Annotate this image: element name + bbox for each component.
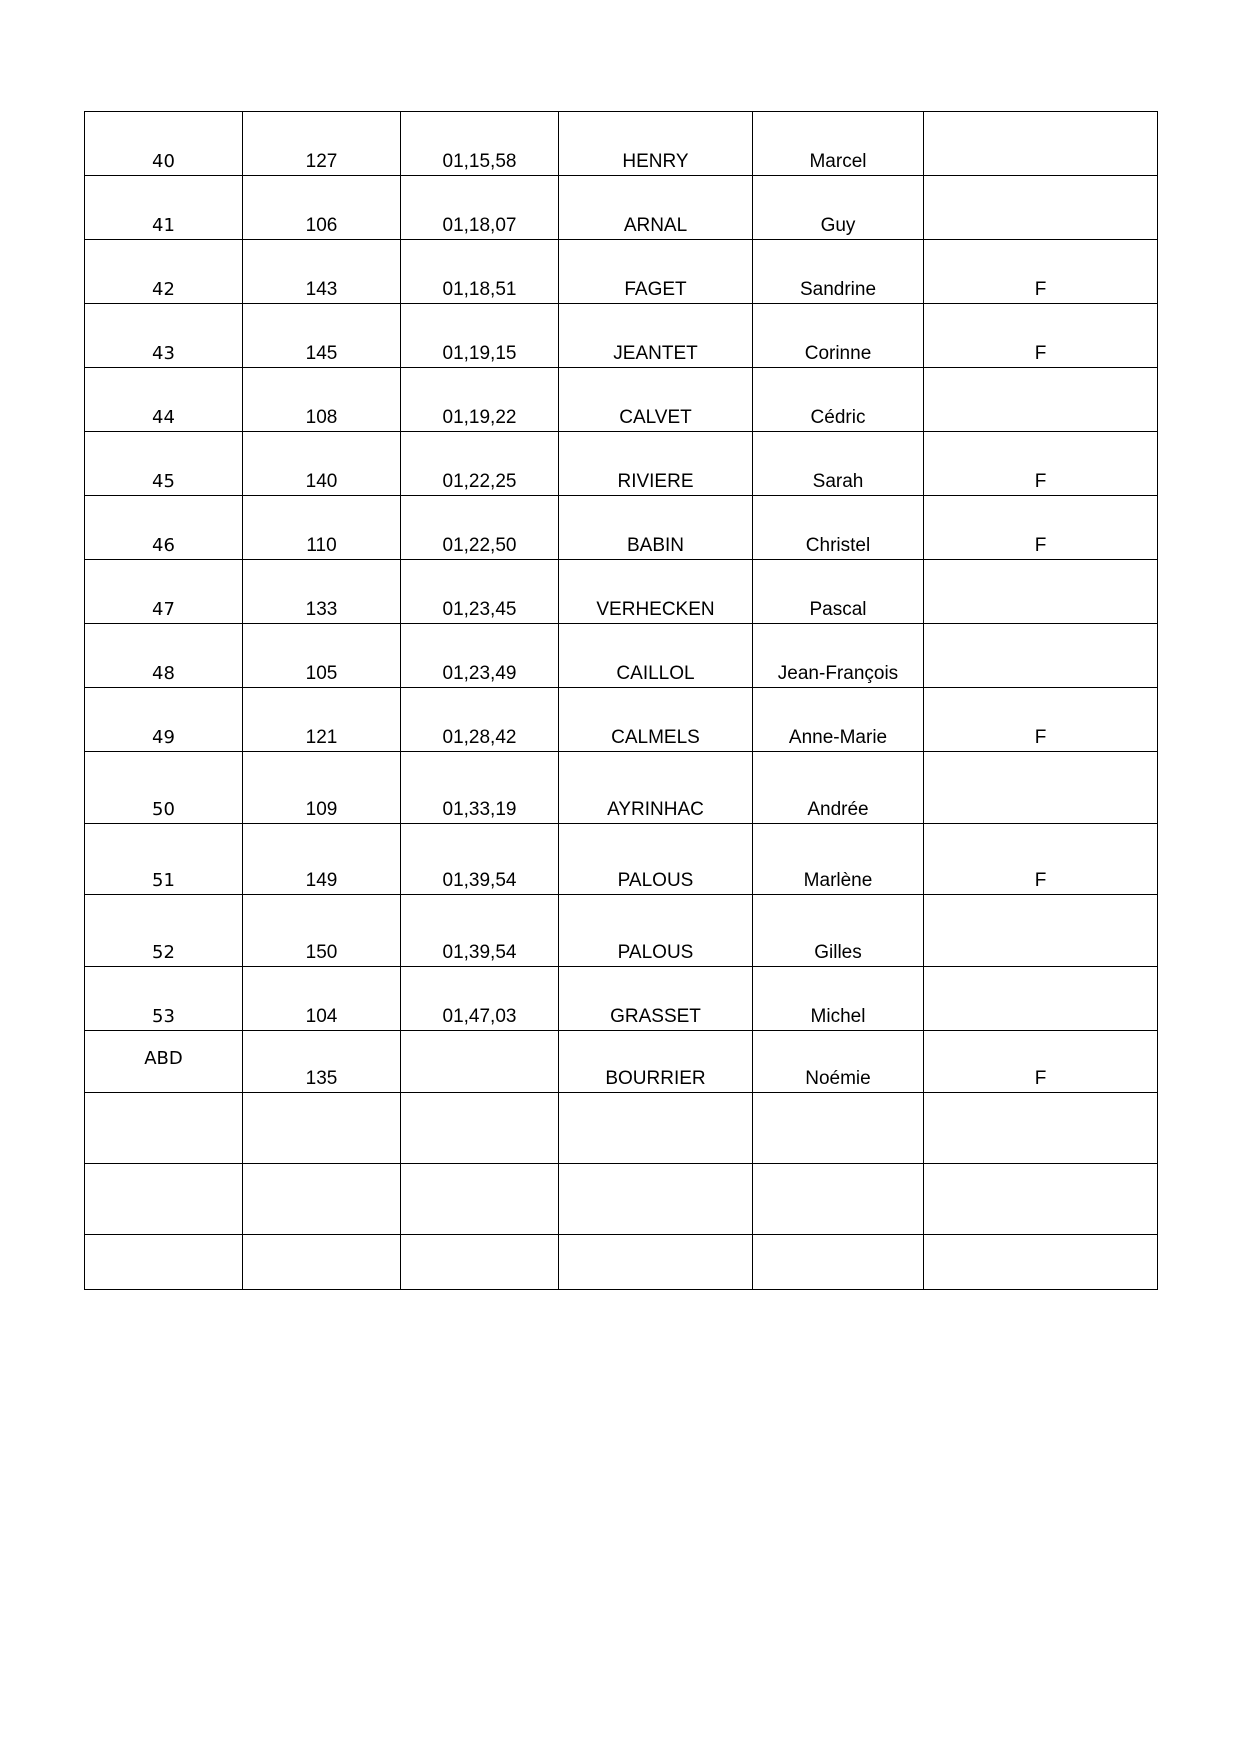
bib-cell: 133 — [243, 560, 401, 624]
table-row — [85, 967, 1158, 1031]
last-name-cell: HENRY — [559, 112, 753, 176]
empty-cell — [559, 1164, 753, 1235]
time-cell: 01,47,03 — [401, 967, 559, 1031]
time-cell: 01,15,58 — [401, 112, 559, 176]
rank-cell: 51 — [85, 824, 243, 895]
time-cell: 01,22,25 — [401, 432, 559, 496]
first-name-cell: Noémie — [753, 1031, 924, 1093]
bib-cell: 121 — [243, 688, 401, 752]
empty-cell — [753, 1093, 924, 1164]
bib-cell: 105 — [243, 624, 401, 688]
empty-cell — [753, 1164, 924, 1235]
time-cell: 01,39,54 — [401, 895, 559, 967]
first-name-cell: Marlène — [753, 824, 924, 895]
table-row — [85, 112, 1158, 176]
table-row — [85, 496, 1158, 560]
table-row — [85, 240, 1158, 304]
time-cell: 01,33,19 — [401, 752, 559, 824]
table-row — [85, 624, 1158, 688]
empty-cell — [924, 1093, 1158, 1164]
first-name-cell: Guy — [753, 176, 924, 240]
time-cell: 01,19,22 — [401, 368, 559, 432]
last-name-cell: FAGET — [559, 240, 753, 304]
empty-cell — [924, 1235, 1158, 1290]
bib-cell: 143 — [243, 240, 401, 304]
first-name-cell: Jean-François — [753, 624, 924, 688]
bib-cell: 140 — [243, 432, 401, 496]
time-cell: 01,22,50 — [401, 496, 559, 560]
first-name-cell: Christel — [753, 496, 924, 560]
rank-cell: 42 — [85, 240, 243, 304]
time-cell: 01,23,49 — [401, 624, 559, 688]
results-table — [84, 111, 1158, 1290]
first-name-cell: Cédric — [753, 368, 924, 432]
rank-cell: 44 — [85, 368, 243, 432]
category-cell: F — [924, 496, 1158, 560]
results-body — [85, 112, 1158, 1290]
category-cell: F — [924, 304, 1158, 368]
rank-cell: 46 — [85, 496, 243, 560]
category-cell — [924, 560, 1158, 624]
time-cell — [401, 1031, 559, 1093]
rank-cell: 41 — [85, 176, 243, 240]
empty-cell — [243, 1235, 401, 1290]
category-cell: F — [924, 1031, 1158, 1093]
bib-cell: 108 — [243, 368, 401, 432]
category-cell — [924, 176, 1158, 240]
category-cell — [924, 368, 1158, 432]
time-cell: 01,19,15 — [401, 304, 559, 368]
first-name-cell: Anne-Marie — [753, 688, 924, 752]
last-name-cell: PALOUS — [559, 824, 753, 895]
bib-cell: 135 — [243, 1031, 401, 1093]
rank-cell: 53 — [85, 967, 243, 1031]
last-name-cell: ARNAL — [559, 176, 753, 240]
empty-table-row — [85, 1235, 1158, 1290]
bib-cell: 150 — [243, 895, 401, 967]
first-name-cell: Sarah — [753, 432, 924, 496]
empty-cell — [559, 1093, 753, 1164]
empty-table-row — [85, 1093, 1158, 1164]
first-name-cell: Corinne — [753, 304, 924, 368]
last-name-cell: AYRINHAC — [559, 752, 753, 824]
bib-cell: 104 — [243, 967, 401, 1031]
bib-cell: 110 — [243, 496, 401, 560]
category-cell — [924, 967, 1158, 1031]
category-cell — [924, 895, 1158, 967]
empty-cell — [401, 1093, 559, 1164]
empty-cell — [85, 1235, 243, 1290]
last-name-cell: GRASSET — [559, 967, 753, 1031]
last-name-cell: PALOUS — [559, 895, 753, 967]
first-name-cell: Michel — [753, 967, 924, 1031]
time-cell: 01,28,42 — [401, 688, 559, 752]
first-name-cell: Marcel — [753, 112, 924, 176]
last-name-cell: BABIN — [559, 496, 753, 560]
table-row — [85, 752, 1158, 824]
table-row — [85, 824, 1158, 895]
empty-cell — [401, 1164, 559, 1235]
first-name-cell: Gilles — [753, 895, 924, 967]
rank-cell: ABD — [85, 1031, 243, 1093]
rank-cell: 52 — [85, 895, 243, 967]
last-name-cell: JEANTET — [559, 304, 753, 368]
last-name-cell: VERHECKEN — [559, 560, 753, 624]
first-name-cell: Sandrine — [753, 240, 924, 304]
empty-cell — [559, 1235, 753, 1290]
table-row — [85, 432, 1158, 496]
table-row — [85, 176, 1158, 240]
last-name-cell: RIVIERE — [559, 432, 753, 496]
empty-cell — [85, 1093, 243, 1164]
category-cell: F — [924, 432, 1158, 496]
empty-cell — [753, 1235, 924, 1290]
empty-cell — [401, 1235, 559, 1290]
rank-cell: 43 — [85, 304, 243, 368]
category-cell: F — [924, 240, 1158, 304]
empty-cell — [85, 1164, 243, 1235]
category-cell — [924, 624, 1158, 688]
bib-cell: 106 — [243, 176, 401, 240]
category-cell — [924, 112, 1158, 176]
table-row — [85, 1031, 1158, 1093]
bib-cell: 127 — [243, 112, 401, 176]
bib-cell: 109 — [243, 752, 401, 824]
category-cell: F — [924, 824, 1158, 895]
time-cell: 01,18,07 — [401, 176, 559, 240]
time-cell: 01,39,54 — [401, 824, 559, 895]
table-row — [85, 560, 1158, 624]
last-name-cell: CALVET — [559, 368, 753, 432]
table-row — [85, 688, 1158, 752]
time-cell: 01,23,45 — [401, 560, 559, 624]
table-row — [85, 895, 1158, 967]
first-name-cell: Pascal — [753, 560, 924, 624]
empty-cell — [924, 1164, 1158, 1235]
rank-cell: 40 — [85, 112, 243, 176]
empty-table-row — [85, 1164, 1158, 1235]
table-row — [85, 304, 1158, 368]
rank-cell: 50 — [85, 752, 243, 824]
bib-cell: 145 — [243, 304, 401, 368]
empty-cell — [243, 1164, 401, 1235]
empty-cell — [243, 1093, 401, 1164]
table-row — [85, 368, 1158, 432]
last-name-cell: CAILLOL — [559, 624, 753, 688]
rank-cell: 49 — [85, 688, 243, 752]
last-name-cell: BOURRIER — [559, 1031, 753, 1093]
bib-cell: 149 — [243, 824, 401, 895]
time-cell: 01,18,51 — [401, 240, 559, 304]
rank-cell: 45 — [85, 432, 243, 496]
last-name-cell: CALMELS — [559, 688, 753, 752]
first-name-cell: Andrée — [753, 752, 924, 824]
category-cell — [924, 752, 1158, 824]
category-cell: F — [924, 688, 1158, 752]
rank-cell: 47 — [85, 560, 243, 624]
rank-cell: 48 — [85, 624, 243, 688]
